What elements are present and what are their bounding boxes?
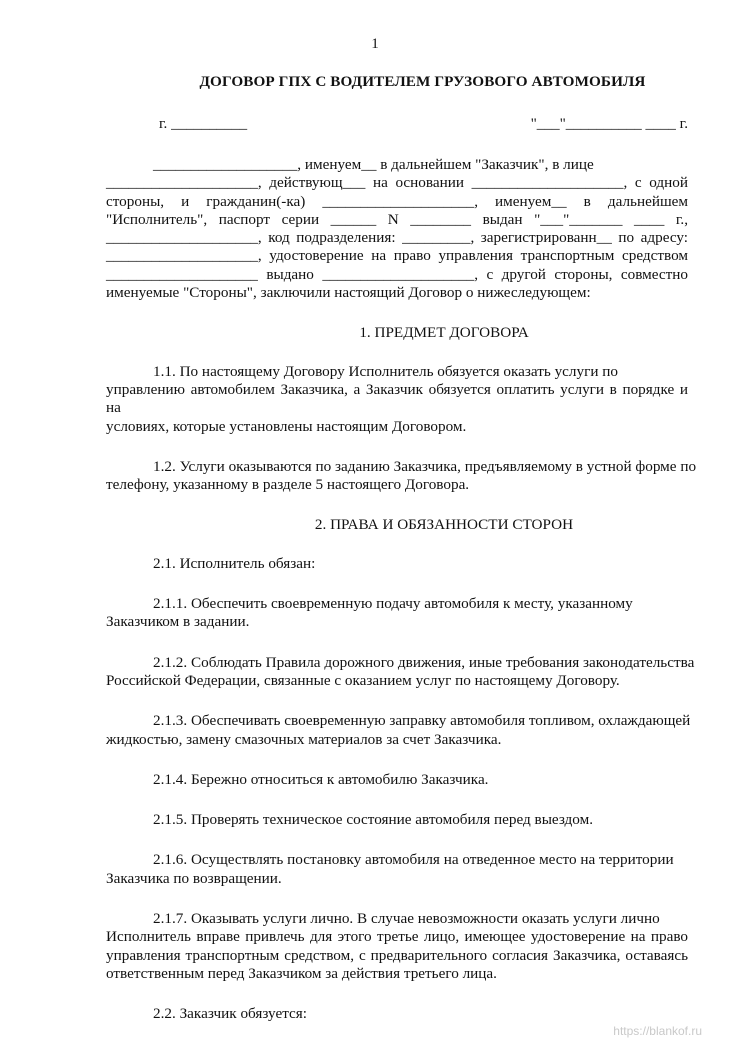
preamble-line: ___________________, именуем__ в дальнейшем "Заказчик", в лице [153,156,594,173]
preamble-line: "Исполнитель", паспорт серии ______ N ________ выдан "___"_______ ____ г., [106,210,688,228]
document-body [106,156,697,1024]
clause-2-1-7 [106,910,688,983]
clause-line: 2.2. Заказчик обязуется: [153,1005,307,1023]
clause-2-1-3 [106,712,691,749]
clause-line: Заказчиком в задании. [106,613,250,631]
preamble-line: ____________________, действующ___ на основании ____________________, с одной [106,174,688,192]
clause-2-1 [106,555,688,573]
watermark-url: https://blankof.ru [613,1024,702,1038]
clause-line: 1.2. Услуги оказываются по заданию Заказчика, предъявляемому в устной форме по [153,457,697,475]
page-number: 1 [371,36,379,52]
clause-line: Заказчика по возвращении. [106,869,282,887]
clause-line: Российской Федерации, связанные с оказанием услуг по настоящему Договору. [106,671,620,689]
clause-line: 2.1.3. Обеспечивать своевременную заправку автомобиля топливом, охлаждающей [153,712,691,730]
clause-1-1 [106,363,688,436]
section-heading-2: 2. ПРАВА И ОБЯЗАННОСТИ СТОРОН [314,516,574,534]
clause-1-2 [106,457,697,495]
clause-2-1-5 [106,811,688,829]
clause-line: условиях, которые установлены настоящим Договором. [106,417,467,435]
preamble-line: ____________________, код подразделения: _________, зарегистрированн__ по адресу: [106,229,688,247]
clause-line: телефону, указанному в разделе 5 настоящего Договора. [106,476,470,494]
clause-line: 2.1.1. Обеспечить своевременную подачу автомобиля к месту, указанному [153,595,633,613]
preamble-line: ____________________ выдано ____________________, с другой стороны, совместно [106,265,688,283]
clause-line: ответственным перед Заказчиком за действия третьего лица. [106,964,497,982]
preamble-line: ____________________, удостоверение на право управления транспортным средством [106,247,688,265]
clause-2-1-6 [106,851,688,888]
clause-line: управления транспортным средством, с предварительного согласия Заказчика, оставаясь [106,946,688,964]
clause-line: 2.1.5. Проверять техническое состояние автомобиля перед выездом. [153,811,593,829]
clause-line: 1.1. По настоящему Договору Исполнитель обязуется оказать услуги по [153,362,618,380]
clause-line: жидкостью, замену смазочных материалов за счет Заказчика. [106,730,502,748]
clause-2-1-1 [106,595,688,632]
clause-line: Исполнитель вправе привлечь для этого третье лицо, имеющее удостоверение на право [106,928,688,946]
clause-line: 2.1.2. Соблюдать Правила дорожного движения, иные требования законодательства [153,653,695,671]
preamble-line: стороны, и гражданин(-ка) ____________________, именуем__ в дальнейшем [106,192,688,210]
place-field: г. __________ [159,115,248,132]
clause-line: 2.1.6. Осуществлять постановку автомобиля на отведенное место на территории [153,851,674,869]
document-title: ДОГОВОР ГПХ С ВОДИТЕЛЕМ ГРУЗОВОГО АВТОМОБИЛЯ [199,73,646,90]
preamble [106,156,688,302]
clause-2-2 [106,1005,688,1023]
clause-line: 2.1.7. Оказывать услуги лично. В случае невозможности оказать услуги лично [153,910,660,928]
clause-line: 2.1.4. Бережно относиться к автомобилю Заказчика. [153,770,489,788]
section-heading-1: 1. ПРЕДМЕТ ДОГОВОРА [359,324,529,342]
clause-line: 2.1. Исполнитель обязан: [153,554,316,572]
preamble-line: именуемые "Стороны", заключили настоящий Договор о нижеследующем: [106,284,591,302]
date-field: "___"__________ ____ г. [530,115,688,132]
clause-2-1-4 [106,771,688,789]
clause-line: управлению автомобилем Заказчика, а Заказчик обязуется оплатить услуги в порядке и на [106,380,688,417]
clause-2-1-2 [106,653,695,691]
